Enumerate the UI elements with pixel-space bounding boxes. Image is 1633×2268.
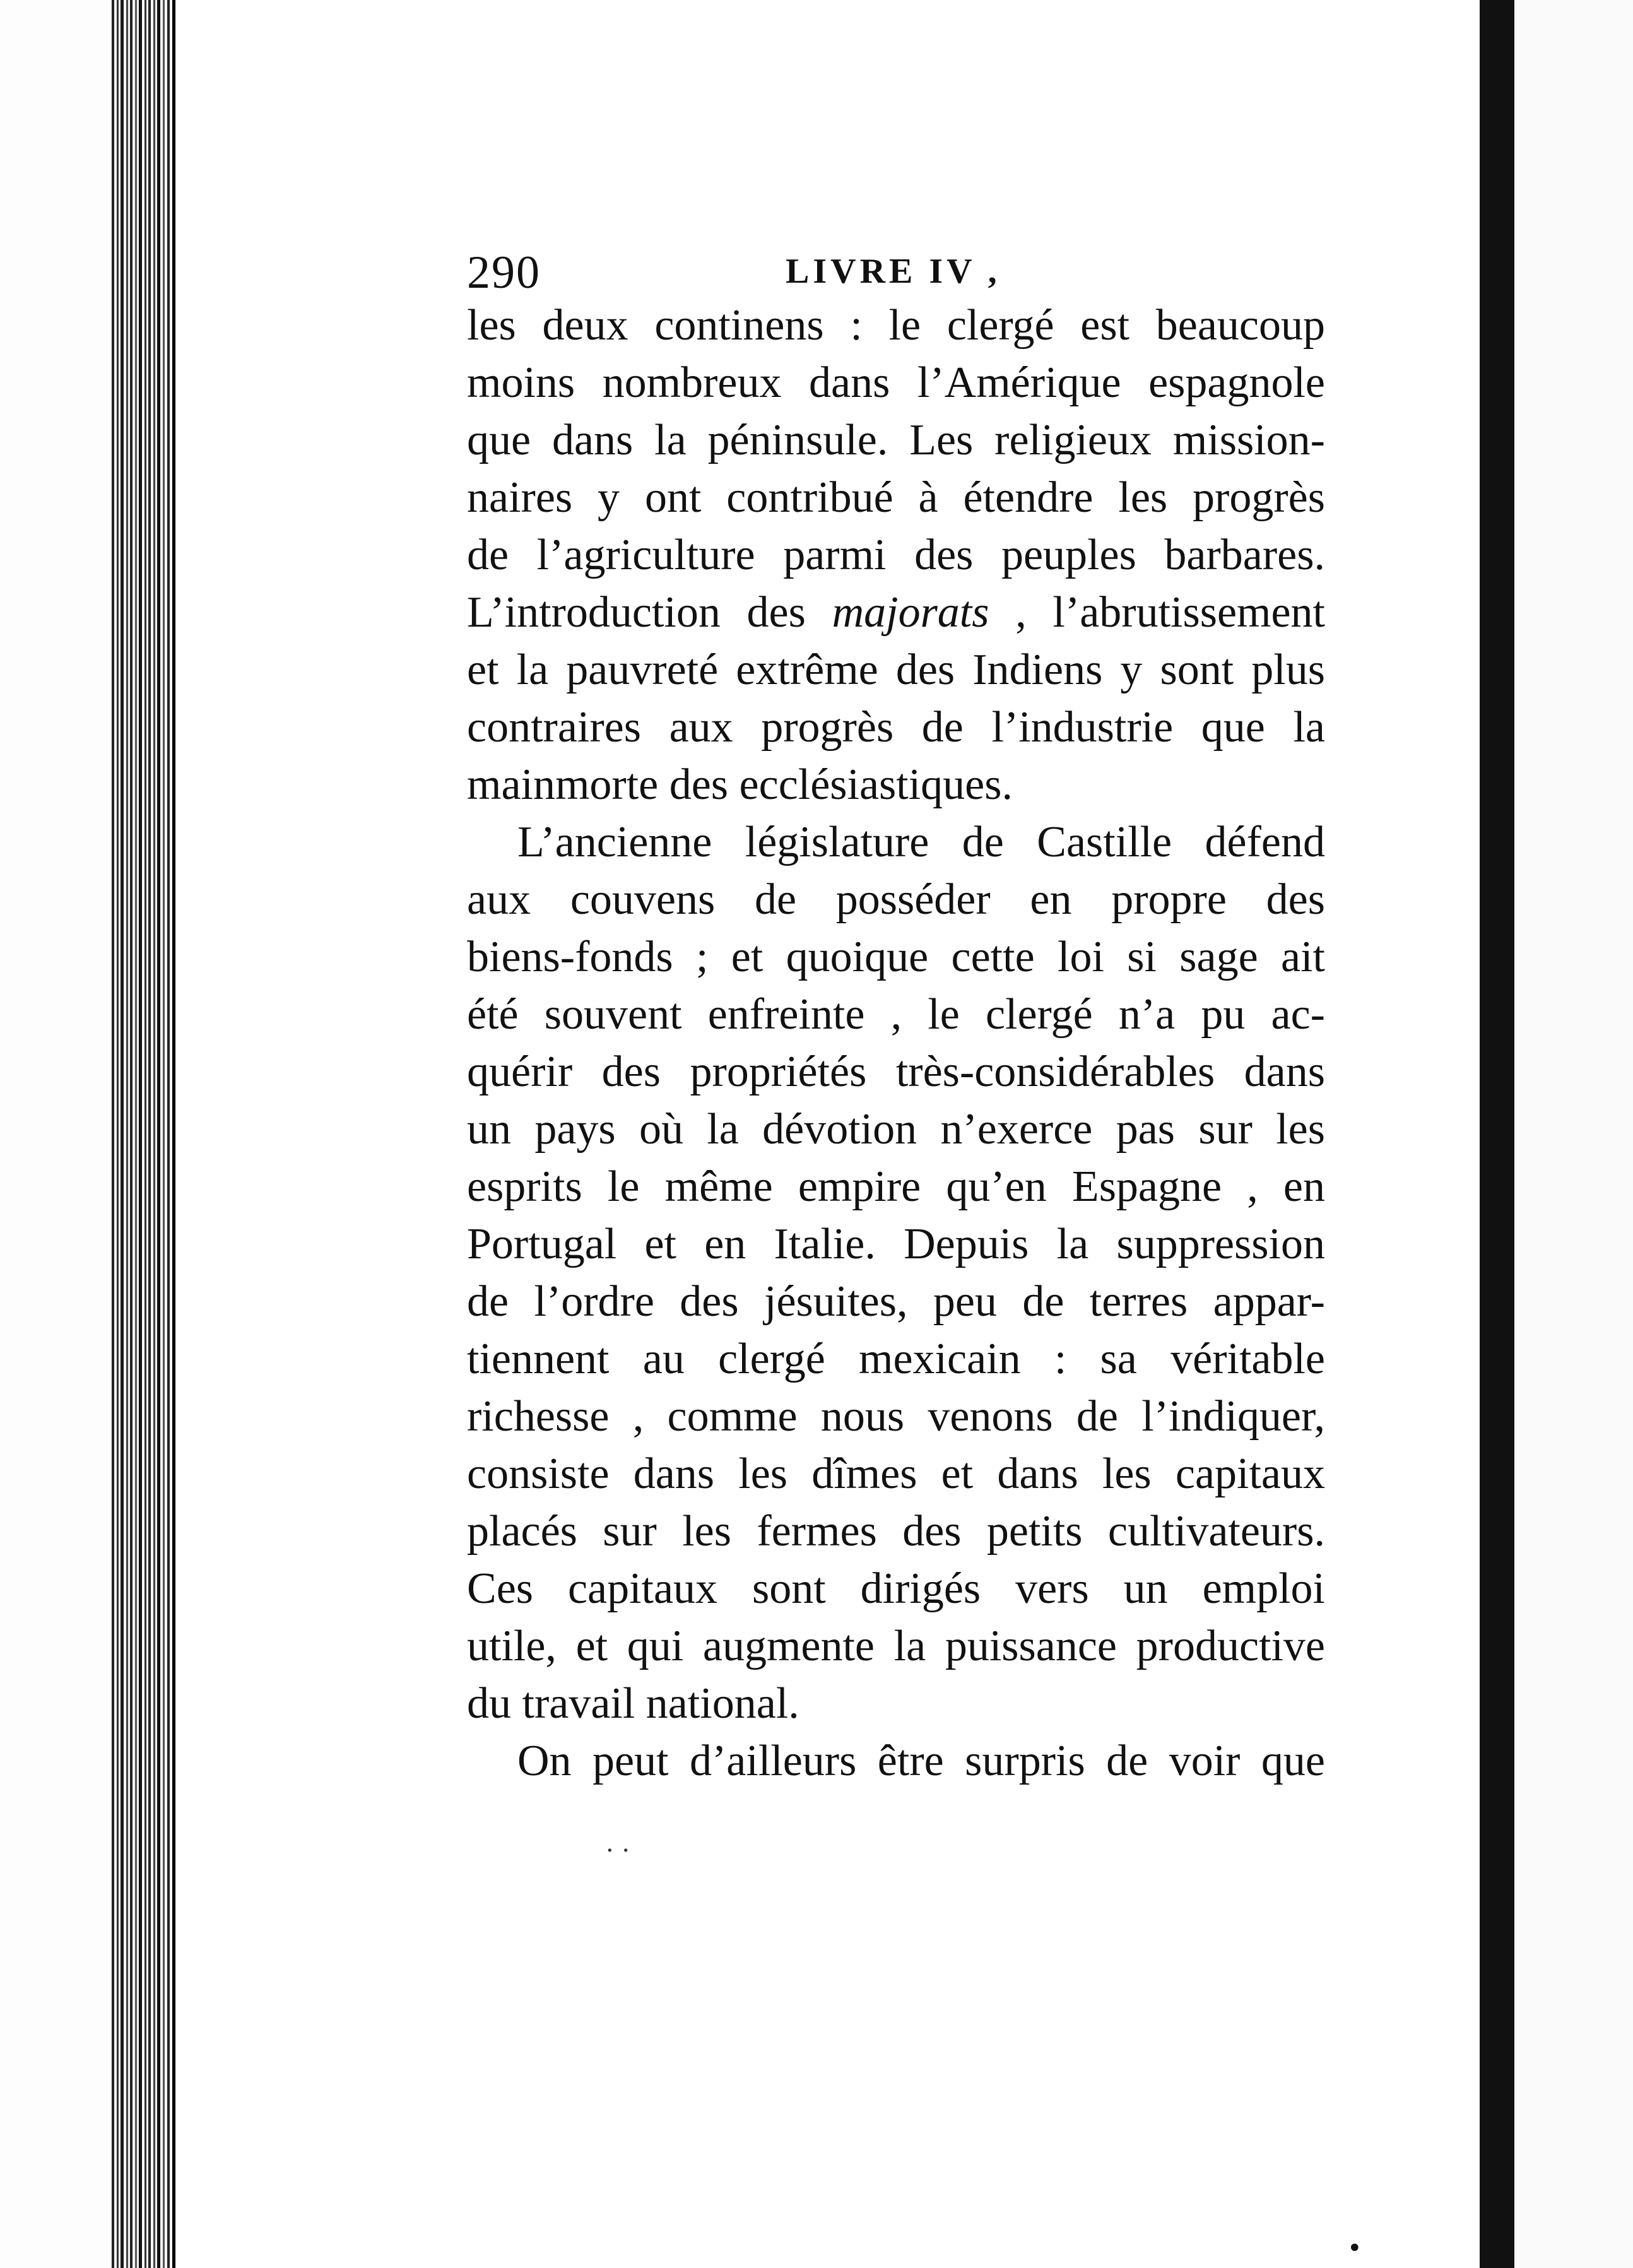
text-line: que dans la péninsule. Les religieux mission- [467,416,1325,464]
facing-page-edge [1514,0,1633,2268]
text-line: de l’agriculture parmi des peuples barbares. [467,531,1325,579]
text-line: biens-fonds ; et quoique cette loi si sage ait [467,933,1325,981]
text-line: esprits le même empire qu’en Espagne , en [467,1162,1325,1211]
paragraph-1 [467,297,1363,813]
text-line: aux couvens de posséder en propre des [467,875,1325,924]
page-number: 290 [467,247,541,298]
italic-term: majorats [832,588,989,637]
text-run: , l’abrutissement [989,588,1325,637]
text-line: L’ancienne législature de Castille défend [517,818,1325,866]
book-section-title: LIVRE IV , [786,252,1001,291]
ink-specks: · · [606,1836,630,1865]
text-line: utile, et qui augmente la puissance productive [467,1622,1325,1670]
text-line: Portugal et en Italie. Depuis la suppression [467,1220,1325,1268]
text-line: naires y ont contribué à étendre les progrès [467,473,1325,522]
text-line: consiste dans les dîmes et dans les capitaux [467,1450,1325,1498]
text-line: un pays où la dévotion n’exerce pas sur les [467,1105,1325,1154]
paragraph-2 [467,813,1363,1732]
text-line: mainmorte des ecclésiastiques. [467,760,1013,809]
text-line: contraires aux progrès de l’industrie que la [467,703,1325,752]
text-line: de l’ordre des jésuites, peu de terres appar- [467,1277,1325,1326]
scan-left-margin [0,0,110,2268]
text-line: les deux continens : le clergé est beaucoup [467,301,1325,350]
text-line: du travail national. [467,1679,799,1728]
text-line: richesse , comme nous venons de l’indiquer, [467,1392,1325,1441]
text-run: L’introduction des [467,588,832,637]
text-line: quérir des propriétés très-considérables dans [467,1048,1325,1096]
running-head [467,227,1363,297]
paragraph-3 [467,1732,1363,1790]
book-page-edges [110,0,177,2268]
text-line [467,584,1325,641]
page-body [467,227,1363,1790]
text-line: Ces capitaux sont dirigés vers un emploi [467,1564,1325,1613]
text-line: et la pauvreté extrême des Indiens y sont plus [467,646,1325,694]
text-line: tiennent au clergé mexicain : sa véritable [467,1335,1325,1383]
text-line: placés sur les fermes des petits cultivateurs. [467,1507,1325,1556]
text-line: On peut d’ailleurs être surpris de voir que [517,1737,1325,1785]
text-line: été souvent enfreinte , le clergé n’a pu ac- [467,990,1325,1039]
text-line: moins nombreux dans l’Amérique espagnole [467,358,1325,407]
ink-speck: • [1347,2234,1362,2263]
